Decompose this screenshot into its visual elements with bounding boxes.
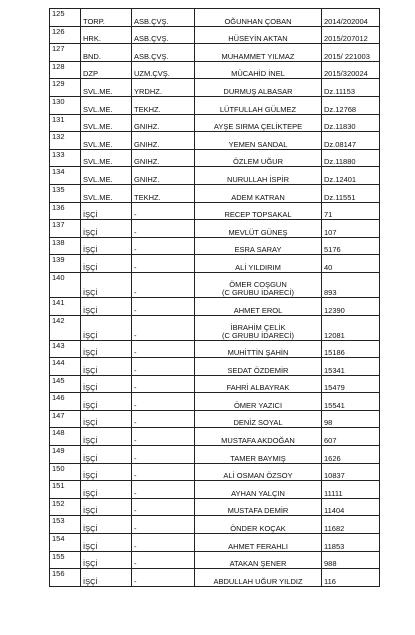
name-line: NURULLAH İSPİR	[226, 174, 290, 184]
registry-number-cell: 15186	[322, 340, 380, 358]
name-cell	[195, 9, 322, 27]
row-number-cell: 154	[50, 534, 81, 552]
name-line: (C GRUBU İDARECİ)	[221, 330, 295, 340]
rank-cell: -	[132, 463, 195, 481]
table-row	[50, 551, 380, 569]
registry-number-cell: Dz.11880	[322, 149, 380, 167]
unit-cell: İŞÇİ	[81, 375, 132, 393]
table-row	[50, 358, 380, 376]
registry-number-cell: 15341	[322, 358, 380, 376]
name-cell	[195, 26, 322, 44]
row-number-cell: 136	[50, 202, 81, 220]
registry-number-cell: Dz.11830	[322, 114, 380, 132]
registry-number-cell: 11853	[322, 534, 380, 552]
name-line: (C GRUBU İDARECİ)	[221, 287, 295, 297]
registry-number-cell: 11111	[322, 481, 380, 499]
registry-number-cell: 40	[322, 255, 380, 273]
rank-cell: -	[132, 358, 195, 376]
rank-cell: GNIHZ.	[132, 114, 195, 132]
row-number-cell: 151	[50, 481, 81, 499]
table-row	[50, 446, 380, 464]
name-cell	[195, 96, 322, 114]
registry-number-cell: 1626	[322, 446, 380, 464]
table-row	[50, 481, 380, 499]
rank-cell: -	[132, 498, 195, 516]
name-cell	[195, 132, 322, 150]
row-number-cell: 142	[50, 315, 81, 340]
name-line: MUSTAFA DEMİR	[227, 506, 289, 516]
rank-cell: -	[132, 237, 195, 255]
row-number-cell: 141	[50, 297, 81, 315]
name-cell	[195, 184, 322, 202]
registry-number-cell: Dz.12401	[322, 167, 380, 185]
rank-cell: -	[132, 375, 195, 393]
rank-cell: -	[132, 220, 195, 238]
name-line: HÜSEYİN AKTAN	[228, 34, 288, 44]
row-number-cell: 137	[50, 220, 81, 238]
unit-cell: DZP	[81, 61, 132, 79]
table-row	[50, 167, 380, 185]
name-line: ÖMER COŞGUN	[229, 279, 287, 289]
row-number-cell: 152	[50, 498, 81, 516]
unit-cell: İŞÇİ	[81, 315, 132, 340]
row-number-cell: 133	[50, 149, 81, 167]
registry-number-cell: 10837	[322, 463, 380, 481]
name-cell	[195, 272, 322, 297]
rank-cell: -	[132, 551, 195, 569]
registry-number-cell: Dz.11551	[322, 184, 380, 202]
row-number-cell: 146	[50, 393, 81, 411]
unit-cell: SVL.ME.	[81, 184, 132, 202]
unit-cell: İŞÇİ	[81, 428, 132, 446]
rank-cell: -	[132, 315, 195, 340]
name-line: MEVLÜT GÜNEŞ	[228, 227, 288, 237]
unit-cell: İŞÇİ	[81, 393, 132, 411]
name-line: ADEM KATRAN	[231, 192, 285, 202]
name-line: MÜCAHİD İNEL	[231, 69, 285, 79]
name-line: AYHAN YALÇIN	[231, 488, 285, 498]
unit-cell: İŞÇİ	[81, 516, 132, 534]
row-number-cell: 131	[50, 114, 81, 132]
table-row	[50, 534, 380, 552]
registry-number-cell: Dz.08147	[322, 132, 380, 150]
name-line: ABDULLAH UĞUR YILDIZ	[213, 576, 303, 586]
registry-number-cell: 107	[322, 220, 380, 238]
row-number-cell: 134	[50, 167, 81, 185]
rank-cell: GNIHZ.	[132, 167, 195, 185]
name-line: AHMET EROL	[233, 305, 283, 315]
registry-number-cell: 5176	[322, 237, 380, 255]
table-row	[50, 516, 380, 534]
registry-number-cell: 2015/207012	[322, 26, 380, 44]
name-line: RECEP TOPSAKAL	[224, 210, 292, 220]
registry-number-cell: 2014/202004	[322, 9, 380, 27]
rank-cell: -	[132, 569, 195, 587]
registry-number-cell: 893	[322, 272, 380, 297]
unit-cell: İŞÇİ	[81, 202, 132, 220]
unit-cell: SVL.ME.	[81, 79, 132, 97]
rank-cell: TEKHZ.	[132, 96, 195, 114]
name-cell	[195, 79, 322, 97]
registry-number-cell: Dz.12768	[322, 96, 380, 114]
unit-cell: İŞÇİ	[81, 534, 132, 552]
name-cell	[195, 237, 322, 255]
unit-cell: İŞÇİ	[81, 340, 132, 358]
table-row	[50, 255, 380, 273]
name-line: SEDAT ÖZDEMİR	[227, 365, 289, 375]
personnel-table	[49, 8, 380, 587]
unit-cell: SVL.ME.	[81, 132, 132, 150]
rank-cell: -	[132, 297, 195, 315]
rank-cell: UZM.ÇVŞ.	[132, 61, 195, 79]
row-number-cell: 132	[50, 132, 81, 150]
unit-cell: SVL.ME.	[81, 149, 132, 167]
name-line: İBRAHİM ÇELİK	[230, 322, 286, 332]
name-line: ALİ OSMAN ÖZSOY	[223, 471, 293, 481]
unit-cell: HRK.	[81, 26, 132, 44]
unit-cell: İŞÇİ	[81, 463, 132, 481]
registry-number-cell: 15479	[322, 375, 380, 393]
row-number-cell: 156	[50, 569, 81, 587]
name-cell	[195, 516, 322, 534]
row-number-cell: 125	[50, 9, 81, 27]
row-number-cell: 150	[50, 463, 81, 481]
registry-number-cell: 607	[322, 428, 380, 446]
unit-cell: İŞÇİ	[81, 481, 132, 499]
unit-cell: SVL.ME.	[81, 167, 132, 185]
table-row	[50, 44, 380, 62]
table-row	[50, 340, 380, 358]
name-cell	[195, 569, 322, 587]
row-number-cell: 140	[50, 272, 81, 297]
unit-cell: İŞÇİ	[81, 272, 132, 297]
registry-number-cell: Dz.11153	[322, 79, 380, 97]
registry-number-cell: 12081	[322, 315, 380, 340]
registry-number-cell: 12390	[322, 297, 380, 315]
name-cell	[195, 358, 322, 376]
rank-cell: -	[132, 516, 195, 534]
row-number-cell: 143	[50, 340, 81, 358]
rank-cell: -	[132, 481, 195, 499]
table-row	[50, 9, 380, 27]
row-number-cell: 155	[50, 551, 81, 569]
row-number-cell: 129	[50, 79, 81, 97]
rank-cell: -	[132, 393, 195, 411]
rank-cell: TEKHZ.	[132, 184, 195, 202]
name-line: MUHAMMET YILMAZ	[221, 51, 295, 61]
unit-cell: SVL.ME.	[81, 96, 132, 114]
unit-cell: İŞÇİ	[81, 358, 132, 376]
table-row	[50, 428, 380, 446]
name-line: MUHİTTİN ŞAHİN	[227, 348, 289, 358]
name-line: LÜTFULLAH GÜLMEZ	[219, 104, 297, 114]
table-row	[50, 375, 380, 393]
name-cell	[195, 498, 322, 516]
name-cell	[195, 463, 322, 481]
unit-cell: İŞÇİ	[81, 551, 132, 569]
name-line: MUSTAFA AKDOĞAN	[221, 436, 295, 446]
unit-cell: İŞÇİ	[81, 498, 132, 516]
table-row	[50, 96, 380, 114]
table-row	[50, 569, 380, 587]
rank-cell: -	[132, 202, 195, 220]
rank-cell: ASB.ÇVŞ.	[132, 9, 195, 27]
table-row	[50, 463, 380, 481]
table-row	[50, 61, 380, 79]
registry-number-cell: 98	[322, 410, 380, 428]
registry-number-cell: 2015/320024	[322, 61, 380, 79]
name-cell	[195, 114, 322, 132]
registry-number-cell: 71	[322, 202, 380, 220]
unit-cell: İŞÇİ	[81, 237, 132, 255]
table-row	[50, 184, 380, 202]
row-number-cell: 147	[50, 410, 81, 428]
row-number-cell: 135	[50, 184, 81, 202]
name-cell	[195, 202, 322, 220]
unit-cell: İŞÇİ	[81, 569, 132, 587]
rank-cell: YRDHZ.	[132, 79, 195, 97]
unit-cell: SVL.ME.	[81, 114, 132, 132]
name-cell	[195, 220, 322, 238]
name-line: OĞUNHAN ÇOBAN	[224, 16, 292, 26]
rank-cell: -	[132, 534, 195, 552]
rank-cell: ASB.ÇVŞ.	[132, 26, 195, 44]
table-row	[50, 272, 380, 297]
name-line: DENİZ SOYAL	[233, 418, 283, 428]
table-row	[50, 315, 380, 340]
table-row	[50, 132, 380, 150]
name-cell	[195, 375, 322, 393]
registry-number-cell: 988	[322, 551, 380, 569]
rank-cell: GNIHZ.	[132, 132, 195, 150]
row-number-cell: 126	[50, 26, 81, 44]
name-cell	[195, 149, 322, 167]
name-line: ÖNDER KOÇAK	[230, 524, 286, 534]
personnel-table-body	[50, 9, 380, 587]
row-number-cell: 149	[50, 446, 81, 464]
rank-cell: -	[132, 272, 195, 297]
registry-number-cell: 11682	[322, 516, 380, 534]
table-row	[50, 410, 380, 428]
rank-cell: -	[132, 428, 195, 446]
name-line: TAMER BAYMIŞ	[230, 453, 286, 463]
row-number-cell: 145	[50, 375, 81, 393]
row-number-cell: 144	[50, 358, 81, 376]
rank-cell: GNIHZ.	[132, 149, 195, 167]
name-cell	[195, 393, 322, 411]
name-cell	[195, 428, 322, 446]
name-line: AHMET FERAHLI	[228, 541, 288, 551]
registry-number-cell: 11404	[322, 498, 380, 516]
name-cell	[195, 551, 322, 569]
row-number-cell: 148	[50, 428, 81, 446]
row-number-cell: 130	[50, 96, 81, 114]
unit-cell: İŞÇİ	[81, 410, 132, 428]
name-cell	[195, 255, 322, 273]
row-number-cell: 127	[50, 44, 81, 62]
table-row	[50, 79, 380, 97]
name-cell	[195, 481, 322, 499]
rank-cell: ASB.ÇVŞ.	[132, 44, 195, 62]
table-row	[50, 202, 380, 220]
rank-cell: -	[132, 446, 195, 464]
registry-number-cell: 15541	[322, 393, 380, 411]
name-cell	[195, 297, 322, 315]
name-cell	[195, 534, 322, 552]
name-cell	[195, 61, 322, 79]
rank-cell: -	[132, 255, 195, 273]
registry-number-cell: 2015/ 221003	[322, 44, 380, 62]
name-cell	[195, 167, 322, 185]
name-cell	[195, 44, 322, 62]
name-cell	[195, 340, 322, 358]
table-row	[50, 237, 380, 255]
name-line: ÖZLEM UĞUR	[232, 157, 283, 167]
row-number-cell: 153	[50, 516, 81, 534]
table-row	[50, 498, 380, 516]
rank-cell: -	[132, 340, 195, 358]
table-row	[50, 220, 380, 238]
name-line: ALİ YILDIRIM	[235, 262, 281, 272]
table-row	[50, 297, 380, 315]
row-number-cell: 138	[50, 237, 81, 255]
name-line: ESRA SARAY	[234, 245, 282, 255]
table-row	[50, 114, 380, 132]
table-row	[50, 149, 380, 167]
name-cell	[195, 446, 322, 464]
unit-cell: İŞÇİ	[81, 220, 132, 238]
unit-cell: BND.	[81, 44, 132, 62]
unit-cell: İŞÇİ	[81, 255, 132, 273]
name-cell	[195, 410, 322, 428]
name-cell	[195, 315, 322, 340]
row-number-cell: 128	[50, 61, 81, 79]
name-line: AYŞE SIRMA ÇELİKTEPE	[213, 122, 303, 132]
table-row	[50, 393, 380, 411]
rank-cell: -	[132, 410, 195, 428]
unit-cell: İŞÇİ	[81, 297, 132, 315]
name-line: ATAKAN ŞENER	[229, 559, 287, 569]
unit-cell: İŞÇİ	[81, 446, 132, 464]
registry-number-cell: 116	[322, 569, 380, 587]
unit-cell: TORP.	[81, 9, 132, 27]
row-number-cell: 139	[50, 255, 81, 273]
table-row	[50, 26, 380, 44]
name-line: ÖMER YAZICI	[233, 400, 283, 410]
name-line: DURMUŞ ALBASAR	[223, 86, 293, 96]
name-line: FAHRİ ALBAYRAK	[226, 383, 290, 393]
name-line: YEMEN SANDAL	[228, 139, 288, 149]
